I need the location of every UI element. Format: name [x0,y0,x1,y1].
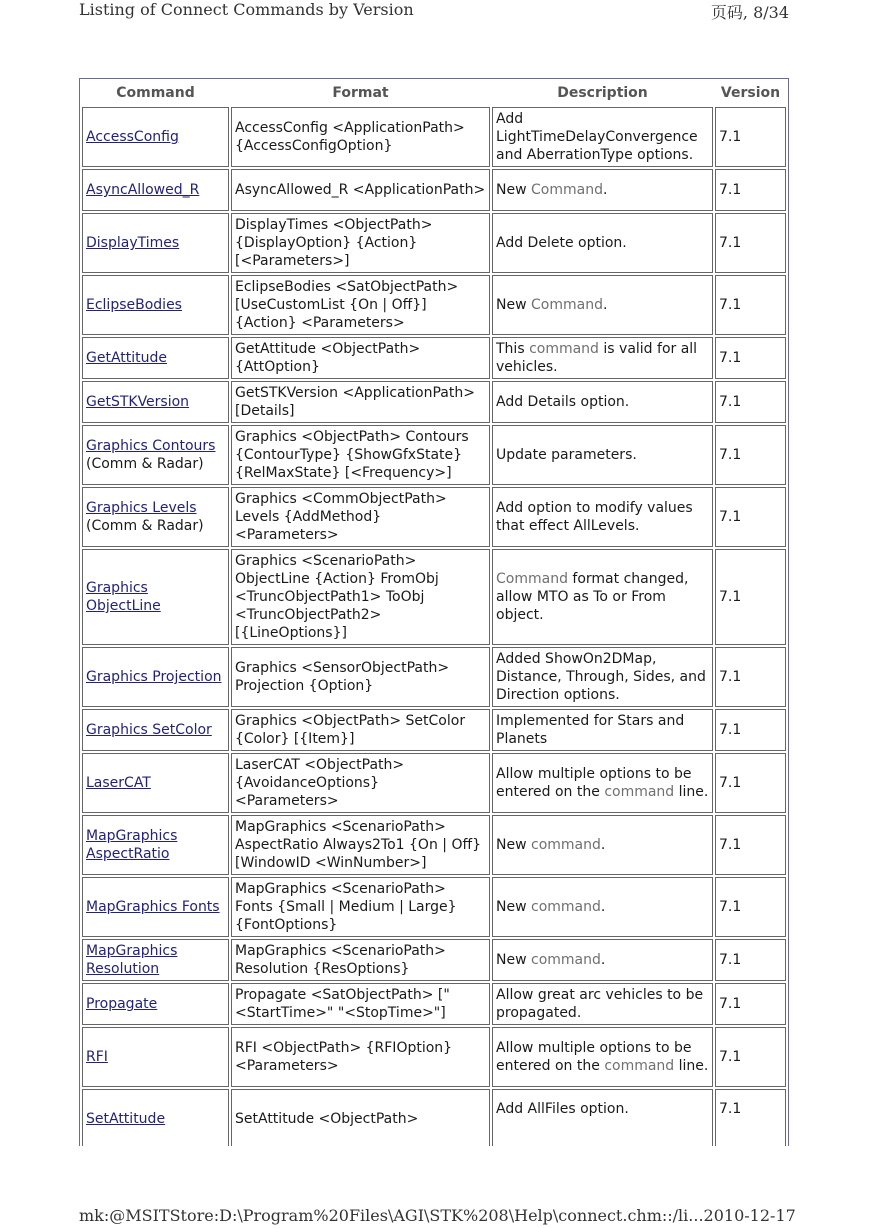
description-text-end: . [602,182,608,198]
command-link[interactable]: MapGraphics AspectRatio [86,828,178,862]
commands-table [80,79,788,1146]
table-row [82,647,786,707]
command-link[interactable]: Graphics Contours [86,438,216,454]
version-cell: 7.1 [715,753,786,813]
table-row [82,337,786,379]
description-cell [492,425,713,485]
command-cell [82,549,229,645]
description-text: Add Delete option. [496,235,627,251]
format-cell: DisplayTimes <ObjectPath> {DisplayOption} {Action} [<Parameters>] [231,213,490,273]
version-cell: 7.1 [715,549,786,645]
description-text-end: format changed, allow MTO as To or From object. [496,571,689,623]
table-row [82,983,786,1025]
command-cell [82,337,229,379]
description-text-end: is valid for all vehicles. [496,341,698,375]
command-cell [82,107,229,167]
description-text: New [496,899,531,915]
description-term: command [531,952,601,968]
command-link[interactable]: GetAttitude [86,350,168,366]
description-text-end: line. [674,784,709,800]
command-cell [82,487,229,547]
version-cell: 7.1 [715,213,786,273]
description-term: command [531,899,601,915]
description-text: Add AllFiles option. [496,1101,629,1117]
description-term: Command [531,182,603,198]
command-cell [82,983,229,1025]
description-text-end: line. [674,1058,709,1074]
column-header-format: Format [332,85,389,101]
format-cell: LaserCAT <ObjectPath> {AvoidanceOptions} <Parameters> [231,753,490,813]
commands-table-frame [79,78,789,1146]
print-date: 2010-12-17 [703,1206,796,1225]
version-cell: 7.1 [715,169,786,211]
format-cell: AccessConfig <ApplicationPath> {AccessConfigOption} [231,107,490,167]
description-cell [492,337,713,379]
description-text-end: . [600,952,606,968]
description-text: This [496,341,530,357]
table-header-row [82,81,786,105]
description-term: command [529,341,599,357]
description-cell [492,381,713,423]
command-cell [82,169,229,211]
source-path: mk:@MSITStore:D:\Program%20Files\AGI\STK%208\Help\connect.chm::/li... [79,1206,704,1225]
table-row [82,877,786,937]
description-text: New [496,297,531,313]
format-cell: MapGraphics <ScenarioPath> Fonts {Small | Medium | Large} {FontOptions} [231,877,490,937]
version-cell: 7.1 [715,1089,786,1146]
format-cell: Graphics <ObjectPath> SetColor {Color} [{Item}] [231,709,490,751]
command-link[interactable]: GetSTKVersion [86,394,190,410]
description-cell [492,1089,713,1146]
description-text: Add LightTimeDelayConvergence and AberrationType options. [496,111,698,163]
version-cell: 7.1 [715,647,786,707]
description-text: Allow multiple options to be entered on the [496,1040,692,1074]
description-text-end: . [600,899,606,915]
description-text: Allow multiple options to be entered on the [496,766,692,800]
table-row [82,709,786,751]
command-cell [82,753,229,813]
command-cell [82,1027,229,1087]
table-row [82,753,786,813]
description-term: command [604,784,675,800]
command-link[interactable]: DisplayTimes [86,235,180,251]
description-cell [492,169,713,211]
command-cell [82,939,229,981]
description-cell [492,983,713,1025]
format-cell: Graphics <ObjectPath> Contours {ContourType} {ShowGfxState} {RelMaxState} [<Frequency>] [231,425,490,485]
column-header-command: Command [116,85,195,101]
description-cell [492,753,713,813]
column-header-description: Description [557,85,648,101]
format-cell: MapGraphics <ScenarioPath> AspectRatio Always2To1 {On | Off} [WindowID <WinNumber>] [231,815,490,875]
table-row [82,939,786,981]
command-cell [82,213,229,273]
format-cell: GetSTKVersion <ApplicationPath> [Details] [231,381,490,423]
description-text: Add Details option. [496,394,630,410]
version-cell: 7.1 [715,425,786,485]
command-link[interactable]: SetAttitude [86,1111,166,1127]
description-text-end: . [602,297,608,313]
description-cell [492,815,713,875]
description-text: Allow great arc vehicles to be propagated. [496,987,704,1021]
command-cell [82,275,229,335]
command-cell [82,1089,229,1146]
format-cell: MapGraphics <ScenarioPath> Resolution {ResOptions} [231,939,490,981]
command-link[interactable]: Graphics Levels [86,500,197,516]
description-term: command [604,1058,675,1074]
command-cell [82,381,229,423]
command-link[interactable]: MapGraphics Fonts [86,899,220,915]
description-text: New [496,182,531,198]
page-footer [79,1206,796,1225]
command-link[interactable]: Graphics ObjectLine [86,580,161,614]
table-row [82,425,786,485]
description-text: Add option to modify values that effect AllLevels. [496,500,693,534]
format-cell: SetAttitude <ObjectPath> [231,1089,490,1146]
version-cell: 7.1 [715,1027,786,1087]
command-cell [82,877,229,937]
version-cell: 7.1 [715,337,786,379]
table-row [82,381,786,423]
table-row [82,107,786,167]
version-cell: 7.1 [715,381,786,423]
command-link[interactable]: Graphics SetColor [86,722,212,738]
format-cell: Propagate <SatObjectPath> ["<StartTime>" "<StopTime>"] [231,983,490,1025]
command-link[interactable]: MapGraphics Resolution [86,943,178,977]
command-link[interactable]: AsyncAllowed_R [86,182,200,198]
table-row [82,213,786,273]
description-term: Command [531,297,603,313]
description-term: command [531,837,601,853]
description-text-end: . [600,837,606,853]
command-cell [82,709,229,751]
table-body [82,107,786,1146]
description-cell [492,877,713,937]
table-row [82,1027,786,1087]
description-cell [492,549,713,645]
description-cell [492,647,713,707]
command-cell [82,425,229,485]
description-text: New [496,837,531,853]
description-cell [492,213,713,273]
format-cell: AsyncAllowed_R <ApplicationPath> [231,169,490,211]
page-number: 页码, 8/34 [710,3,789,22]
table-row [82,549,786,645]
description-text: Update parameters. [496,447,637,463]
description-cell [492,487,713,547]
table-row [82,275,786,335]
version-cell: 7.1 [715,487,786,547]
command-link[interactable]: Propagate [86,996,158,1012]
document-title: Listing of Connect Commands by Version [79,0,414,19]
version-cell: 7.1 [715,983,786,1025]
version-cell: 7.1 [715,815,786,875]
description-cell [492,1027,713,1087]
command-cell [82,815,229,875]
table-row [82,169,786,211]
format-cell: Graphics <SensorObjectPath> Projection {Option} [231,647,490,707]
description-text: Added ShowOn2DMap, Distance, Through, Sides, and Direction options. [496,651,706,703]
command-link[interactable]: RFI [86,1049,108,1065]
format-cell: GetAttitude <ObjectPath> {AttOption} [231,337,490,379]
format-cell: EclipseBodies <SatObjectPath> [UseCustomList {On | Off}] {Action} <Parameters> [231,275,490,335]
command-link[interactable]: EclipseBodies [86,297,182,313]
format-cell: Graphics <ScenarioPath> ObjectLine {Action} FromObj <TruncObjectPath1> ToObj <TruncObjectPath2> [{LineOptions}] [231,549,490,645]
description-text: New [496,952,531,968]
format-cell: RFI <ObjectPath> {RFIOption} <Parameters> [231,1027,490,1087]
command-link[interactable]: Graphics Projection [86,669,222,685]
description-term: Command [496,571,568,587]
command-cell [82,647,229,707]
description-cell [492,107,713,167]
version-cell: 7.1 [715,275,786,335]
command-qualifier: (Comm & Radar) [86,456,204,472]
table-row [82,815,786,875]
table-row [82,487,786,547]
version-cell: 7.1 [715,107,786,167]
version-cell: 7.1 [715,939,786,981]
description-text: Implemented for Stars and Planets [496,713,685,747]
table-row [82,1089,786,1146]
column-header-version: Version [720,85,781,101]
command-link[interactable]: AccessConfig [86,129,179,145]
version-cell: 7.1 [715,709,786,751]
command-qualifier: (Comm & Radar) [86,518,204,534]
command-link[interactable]: LaserCAT [86,775,151,791]
version-cell: 7.1 [715,877,786,937]
description-cell [492,275,713,335]
page-header [79,0,789,23]
format-cell: Graphics <CommObjectPath> Levels {AddMethod} <Parameters> [231,487,490,547]
description-cell [492,709,713,751]
description-cell [492,939,713,981]
